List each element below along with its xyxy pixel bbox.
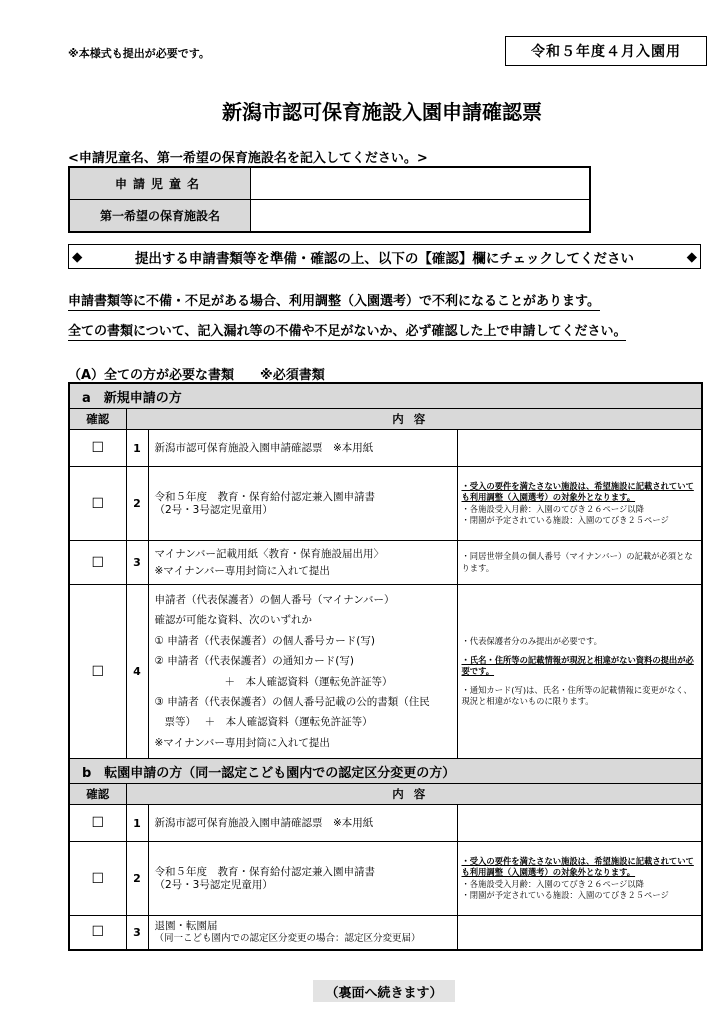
row-note [457,805,702,842]
row-note: ・受入の要件を満たさない施設は、希望施設に記載されていても利用調整（入園選考）の対象外となります。 ・各施設受入月齢：入園のてびき２６ページ以降 ・閉園が予定されている施設：入園のてびき２５ページ [457,467,702,541]
header-content: 内容 [126,409,702,430]
row-note: ・同居世帯全員の個人番号（マイナンバー）の記載が必須となります。 [457,541,702,585]
year-label-box: 令和５年度４月入園用 [505,36,707,66]
row-note: ・受入の要件を満たさない施設は、希望施設に記載されていても利用調整（入園選考）の対象外となります。 ・各施設受入月齢：入園のてびき２６ページ以降 ・閉園が予定されている施設：入園のてびき２５ページ [457,842,702,916]
diamond-icon: ◆ [686,248,697,265]
row-note [457,430,702,467]
diamond-icon: ◆ [72,248,83,265]
subsection-b-title: b 転園申請の方（同一認定こども園内での認定区分変更の方） [69,759,702,784]
checkbox[interactable]: ☐ [69,805,126,842]
child-name-label: 申請児童名 [69,167,251,200]
row-number: 3 [126,541,148,585]
row-content: 申請者（代表保護者）の個人番号（マイナンバー） 確認が可能な資料、次のいずれか ① 申請者（代表保護者）の個人番号カード(写) ② 申請者（代表保護者）の通知カード(写) ＋ 本人確認資料（運転免許証等） ③ 申請者（代表保護者）の個人番号記載の公的書類（住民 票等） ＋ 本人確認資料（運転免許証等） ※マイナンバー専用封筒に入れて提出 [148,585,457,759]
row-number: 3 [126,916,148,950]
subsection-a-title: a 新規申請の方 [69,383,702,409]
page-title: 新潟市認可保育施設入園申請確認票 [222,100,542,124]
banner-text: 提出する申請書類等を準備・確認の上、以下の【確認】欄にチェックしてください [134,250,635,267]
header-check: 確認 [69,409,126,430]
instruction-heading: <申請児童名、第一希望の保育施設名を記入してください。> [68,151,428,166]
document-checklist-table [68,382,703,951]
continue-footer: （裏面へ続きます） [313,980,455,1002]
row-note [457,916,702,950]
row-content: 退園・転園届 （同一こども園内での認定区分変更の場合：認定区分変更届） [148,916,457,950]
row-content: マイナンバー記載用紙〈教育・保育施設届出用〉 ※マイナンバー専用封筒に入れて提出 [148,541,457,585]
checkbox[interactable]: ☐ [69,916,126,950]
checkbox[interactable]: ☐ [69,842,126,916]
header-content: 内容 [126,784,702,805]
row-content: 令和５年度 教育・保育給付認定兼入園申請書 （2号・3号認定児童用） [148,467,457,541]
section-a-title: （A）全ての方が必要な書類 ※必須書類 [68,364,368,384]
row-number: 1 [126,430,148,467]
first-choice-label: 第一希望の保育施設名 [69,200,251,233]
first-choice-field[interactable] [251,200,591,233]
child-name-field[interactable] [251,167,591,200]
row-content: 新潟市認可保育施設入園申請確認票 ※本用紙 [148,430,457,467]
row-number: 2 [126,467,148,541]
row-number: 1 [126,805,148,842]
row-number: 2 [126,842,148,916]
row-note: ・代表保護者分のみ提出が必要です。 ・氏名・住所等の記載情報が現況と相違がない資料の提出が必要です。 ・通知カード(写)は、氏名・住所等の記載情報に変更がなく、現況と相違がないものに限ります。 [457,585,702,759]
warning-line: 全ての書類について、記入漏れ等の不備や不足がないか、必ず確認した上で申請してください。 [68,320,626,341]
row-content: 令和５年度 教育・保育給付認定兼入園申請書 （2号・3号認定児童用） [148,842,457,916]
instruction-banner [68,244,701,269]
header-check: 確認 [69,784,126,805]
row-content: 新潟市認可保育施設入園申請確認票 ※本用紙 [148,805,457,842]
checkbox[interactable]: ☐ [69,430,126,467]
applicant-table [68,166,591,233]
row-number: 4 [126,585,148,759]
checkbox[interactable]: ☐ [69,585,126,759]
checkbox[interactable]: ☐ [69,467,126,541]
notice-text: ※本様式も提出が必要です。 [68,47,210,60]
warning-line: 申請書類等に不備・不足がある場合、利用調整（入園選考）で不利になることがあります。 [68,290,600,311]
checkbox[interactable]: ☐ [69,541,126,585]
